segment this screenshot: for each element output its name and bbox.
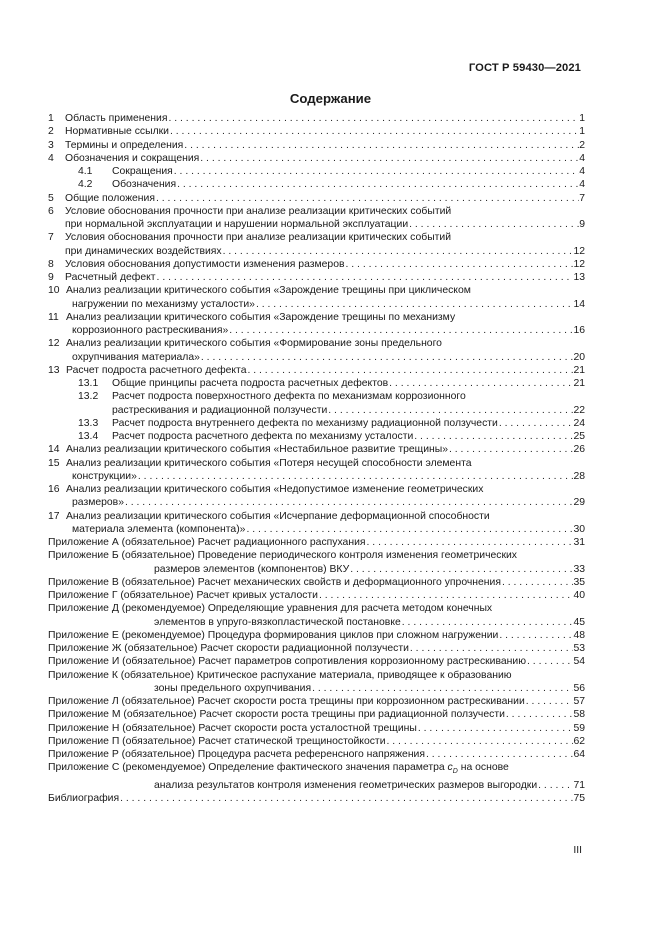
toc-leader-dots (170, 125, 579, 138)
toc-entry[interactable] (48, 483, 585, 510)
toc-entry-title: Область применения (65, 113, 168, 124)
toc-page-number: 57 (573, 696, 585, 707)
toc-entry-title: Общие положения (65, 192, 155, 204)
toc-entry-title: размеров элементов (компонентов) ВКУ (154, 563, 350, 575)
toc-leader-dots (499, 417, 574, 430)
toc-entry[interactable] (48, 735, 585, 748)
toc-entry-title: зоны предельного охрупчивания (154, 682, 312, 694)
toc-entry[interactable] (48, 669, 585, 696)
toc-leader-dots (157, 271, 574, 284)
toc-entry[interactable] (48, 231, 585, 258)
toc-page-number: 2 (579, 139, 585, 151)
toc-leader-dots (410, 642, 574, 655)
toc-entry-title: Приложение М (обязательное) Расчет скорости роста трещины при радиационной ползучести (48, 709, 505, 721)
toc-leader-dots (328, 404, 573, 417)
toc-entry[interactable] (48, 152, 585, 165)
toc-entry-title: элементов в упруго-вязкопластической постановке (154, 616, 401, 628)
toc-entry[interactable] (48, 510, 585, 537)
toc-entry-title: при нормальной эксплуатации и нарушении нормальной эксплуатации (65, 219, 409, 230)
toc-entry-title: конструкции» (72, 470, 137, 482)
toc-entry[interactable] (48, 642, 585, 655)
toc-leader-dots (312, 682, 573, 695)
toc-page-number: 20 (573, 351, 585, 363)
toc-entry-number: 13.1 (78, 378, 99, 389)
toc-entry-number: 10 (48, 285, 60, 297)
toc-entry-title: коррозионного растрескивания» (72, 325, 229, 336)
toc-entry[interactable] (48, 390, 585, 417)
toc-leader-dots (223, 245, 574, 258)
toc-entry-number: 13 (48, 364, 60, 376)
toc-page-number: 40 (573, 590, 585, 601)
toc-page-number: 13 (573, 272, 585, 283)
toc-entry[interactable] (48, 430, 585, 443)
toc-page-number: 4 (579, 179, 585, 191)
toc-entry-title: Условие обоснования прочности при анализе реализации критических событий (65, 205, 452, 217)
toc-entry-title: Анализ реализации критического события «Зарождение трещины по механизму (66, 311, 456, 323)
toc-entry[interactable] (48, 457, 585, 484)
toc-entry-title: Расчет подроста расчетного дефекта (66, 364, 247, 376)
toc-entry-title: Термины и определения (65, 139, 184, 151)
toc-leader-dots (247, 364, 573, 377)
toc-entry-title: Анализ реализации критического события «Зарождение трещины при циклическом (66, 285, 471, 297)
toc-entry[interactable] (48, 761, 585, 792)
toc-leader-dots (499, 629, 573, 642)
toc-entry[interactable] (48, 165, 585, 178)
toc-leader-dots (120, 792, 573, 805)
page-title: Содержание (289, 91, 372, 106)
toc-page-number: 1 (579, 113, 585, 124)
toc-page-number: 56 (573, 682, 585, 694)
toc-entry-number: 8 (48, 258, 54, 270)
toc-page-number: 75 (573, 792, 585, 804)
toc-entry-title: охрупчивания материала» (72, 351, 200, 363)
toc-entry[interactable] (48, 112, 585, 125)
toc-entry-title: Анализ реализации критического события «Формирование зоны предельного (66, 338, 442, 350)
toc-entry-title: Приложение Р (обязательное) Процедура расчета референсного напряжения (48, 749, 425, 760)
toc-page-number: 29 (573, 497, 585, 509)
toc-entry-title: Условия обоснования прочности при анализе реализации критических событий (65, 232, 452, 244)
toc-entry-number: 14 (48, 444, 60, 456)
toc-leader-dots (502, 576, 573, 589)
toc-entry[interactable] (48, 655, 585, 668)
toc-entry[interactable] (48, 271, 585, 284)
toc-page-number: 21 (573, 364, 585, 376)
toc-entry-title: Приложение К (обязательное) Критическое распухание материала, приводящее к образованию (48, 669, 512, 681)
toc-page-number: 45 (573, 616, 585, 628)
toc-entry-number: 13.2 (78, 391, 99, 403)
toc-leader-dots (350, 563, 573, 576)
toc-entry-title: растрескивания и радиационной ползучести (112, 404, 328, 416)
toc-entry[interactable] (48, 139, 585, 152)
toc-page-number: 71 (573, 779, 585, 791)
toc-entry-number: 15 (48, 457, 60, 469)
toc-entry-title: Приложение Б (обязательное) Проведение периодического контроля изменения геометрических (48, 550, 518, 562)
toc-leader-dots (418, 722, 574, 735)
toc-entry-title: Приложение А (обязательное) Расчет радиационного распухания (48, 537, 366, 548)
toc-page-number: 12 (573, 258, 585, 270)
toc-entry[interactable] (48, 311, 585, 338)
toc-entry-title: Расчет подроста внутреннего дефекта по механизму радиационной ползучести (112, 417, 498, 429)
toc-page-number: 48 (573, 629, 585, 641)
toc-entry[interactable] (48, 364, 585, 377)
toc-page-number: 22 (573, 404, 585, 416)
toc-entry-number: 4.1 (78, 166, 93, 177)
toc-page-number: 53 (573, 643, 585, 654)
toc-entry[interactable] (48, 708, 585, 721)
toc-page-number: 58 (573, 709, 585, 721)
toc-entry[interactable] (48, 576, 585, 589)
toc-leader-dots (346, 258, 574, 271)
toc-leader-dots (229, 324, 573, 337)
toc-page-number: 59 (573, 722, 585, 734)
toc-entry[interactable] (48, 417, 585, 430)
toc-entry-title: Расчет подроста поверхностного дефекта по механизмам коррозионного (112, 391, 466, 403)
toc-entry-title: нагружении по механизму усталости» (72, 298, 255, 310)
toc-entry[interactable] (48, 258, 585, 271)
toc-page-number: 1 (579, 126, 585, 138)
toc-entry-title: Условия обоснования допустимости изменения размеров (65, 258, 345, 270)
toc-entry-number: 13.3 (78, 417, 99, 429)
toc-entry-title: Приложение Ж (обязательное) Расчет скорости радиационной ползучести (48, 643, 409, 654)
toc-entry[interactable] (48, 377, 585, 390)
toc-entry-title: Приложение Е (рекомендуемое) Процедура формирования циклов при сложном нагружении (48, 629, 499, 641)
toc-entry[interactable] (48, 792, 585, 805)
toc-entry[interactable] (48, 178, 585, 191)
toc-leader-dots (414, 430, 573, 443)
toc-entry-title: Расчетный дефект (65, 272, 156, 283)
toc-entry-title: Приложение И (обязательное) Расчет параметров сопротивления коррозионному растрескиванию (48, 656, 527, 668)
toc-entry[interactable] (48, 602, 585, 629)
toc-page-number: 7 (579, 192, 585, 204)
toc-entry-number: 6 (48, 205, 54, 217)
toc-entry-title: Общие принципы расчета подроста расчетных дефектов (112, 378, 389, 389)
toc-entry-title: Расчет подроста расчетного дефекта по механизму усталости (112, 431, 414, 442)
toc-entry[interactable] (48, 205, 585, 232)
toc-entry-number: 2 (48, 126, 54, 138)
toc-entry-number: 7 (48, 232, 54, 244)
toc-entry[interactable] (48, 629, 585, 642)
toc-entry-number: 16 (48, 484, 60, 495)
toc-page-number: 54 (573, 656, 585, 668)
toc-entry[interactable] (48, 722, 585, 735)
toc-entry[interactable] (48, 443, 585, 456)
toc-entry-title: при динамических воздействиях (65, 245, 222, 257)
toc-entry-title: Анализ реализации критического события «Нестабильное развитие трещины» (66, 444, 448, 456)
toc-page-number: 25 (573, 431, 585, 442)
toc-entry-title: Приложение Л (обязательное) Расчет скорости роста трещины при коррозионном растрескивании (48, 696, 525, 707)
toc-page-number: 12 (573, 245, 585, 257)
toc-page-number: 33 (573, 563, 585, 575)
toc-entry-number: 3 (48, 139, 54, 151)
toc-page-number: 31 (573, 537, 585, 548)
toc-leader-dots (389, 377, 573, 390)
toc-entry-title: Приложение Г (обязательное) Расчет кривых усталости (48, 590, 318, 601)
toc-page-number: 16 (573, 325, 585, 336)
toc-leader-dots (538, 779, 573, 792)
toc-entry-number: 17 (48, 510, 60, 522)
page-number: III (573, 845, 582, 856)
toc-leader-dots (426, 748, 573, 761)
toc-leader-dots (319, 589, 573, 602)
toc-entry-title: Анализ реализации критического события «Потеря несущей способности элемента (66, 457, 472, 469)
toc-entry-title: Приложение В (обязательное) Расчет механических свойств и деформационного упрочнения (48, 576, 501, 588)
table-of-contents (48, 112, 585, 805)
toc-entry-number: 4 (48, 152, 54, 164)
toc-entry-title: Приложение С (рекомендуемое) Определение фактического значения параметра $c_D$ на основе (48, 762, 509, 776)
toc-leader-dots (156, 192, 579, 205)
toc-leader-dots (246, 523, 573, 536)
toc-page-number: 21 (573, 378, 585, 389)
toc-entry-title: Приложение Н (обязательное) Расчет скорости роста усталостной трещины (48, 722, 417, 734)
toc-leader-dots (506, 708, 574, 721)
toc-entry-number: 1 (48, 113, 54, 124)
toc-entry-number: 12 (48, 338, 60, 350)
toc-entry-title: размеров» (72, 497, 124, 509)
toc-entry-number: 13.4 (78, 431, 99, 442)
toc-leader-dots (177, 178, 579, 191)
toc-leader-dots (367, 536, 574, 549)
toc-leader-dots (527, 655, 573, 668)
toc-page-number: 9 (579, 219, 585, 230)
toc-entry-title: анализа результатов контроля изменения геометрических размеров выгородки (154, 779, 538, 791)
toc-leader-dots (138, 470, 574, 483)
toc-entry-title: Нормативные ссылки (65, 126, 169, 138)
toc-page-number: 4 (579, 166, 585, 177)
toc-leader-dots (387, 735, 574, 748)
toc-leader-dots (125, 496, 573, 509)
toc-leader-dots (184, 139, 579, 152)
toc-page-number: 35 (573, 576, 585, 588)
toc-entry-title: Библиография (48, 792, 120, 804)
toc-page-number: 14 (573, 298, 585, 310)
toc-entry-title: Приложение П (обязательное) Расчет статической трещиностойкости (48, 735, 386, 747)
toc-entry-number: 11 (48, 311, 59, 323)
toc-entry[interactable] (48, 125, 585, 138)
toc-entry-title: Анализ реализации критического события «Недопустимое изменение геометрических (66, 484, 484, 495)
toc-entry-title: Приложение Д (рекомендуемое) Определяющие уравнения для расчета методом конечных (48, 603, 493, 615)
toc-entry[interactable] (48, 695, 585, 708)
toc-entry[interactable] (48, 589, 585, 602)
toc-leader-dots (201, 351, 574, 364)
toc-leader-dots (409, 218, 579, 231)
toc-leader-dots (174, 165, 579, 178)
toc-entry[interactable] (48, 284, 585, 311)
toc-entry[interactable] (48, 549, 585, 576)
toc-page-number: 28 (573, 470, 585, 482)
document-code: ГОСТ Р 59430—2021 (468, 62, 581, 74)
toc-leader-dots (168, 112, 579, 125)
toc-entry-number: 9 (48, 272, 54, 283)
toc-entry-number: 5 (48, 192, 54, 204)
toc-page-number: 64 (573, 749, 585, 760)
toc-entry-title: Обозначения (112, 179, 177, 191)
toc-entry-title: Сокращения (112, 166, 173, 177)
toc-entry-title: Обозначения и сокращения (65, 152, 200, 164)
toc-entry-title: материала элемента (компонента)» (72, 523, 246, 535)
toc-page-number: 4 (579, 152, 585, 164)
toc-leader-dots (402, 616, 574, 629)
toc-page-number: 24 (573, 417, 585, 429)
toc-page-number: 30 (573, 523, 585, 535)
toc-leader-dots (449, 443, 573, 456)
toc-leader-dots (200, 152, 579, 165)
toc-entry[interactable] (48, 337, 585, 364)
toc-entry[interactable] (48, 192, 585, 205)
toc-entry[interactable] (48, 536, 585, 549)
toc-entry-title: Анализ реализации критического события «Исчерпание деформационной способности (66, 510, 490, 522)
toc-entry[interactable] (48, 748, 585, 761)
toc-leader-dots (256, 298, 574, 311)
toc-page-number: 26 (573, 444, 585, 456)
toc-entry-number: 4.2 (78, 179, 93, 191)
toc-leader-dots (526, 695, 574, 708)
toc-page-number: 62 (573, 735, 585, 747)
